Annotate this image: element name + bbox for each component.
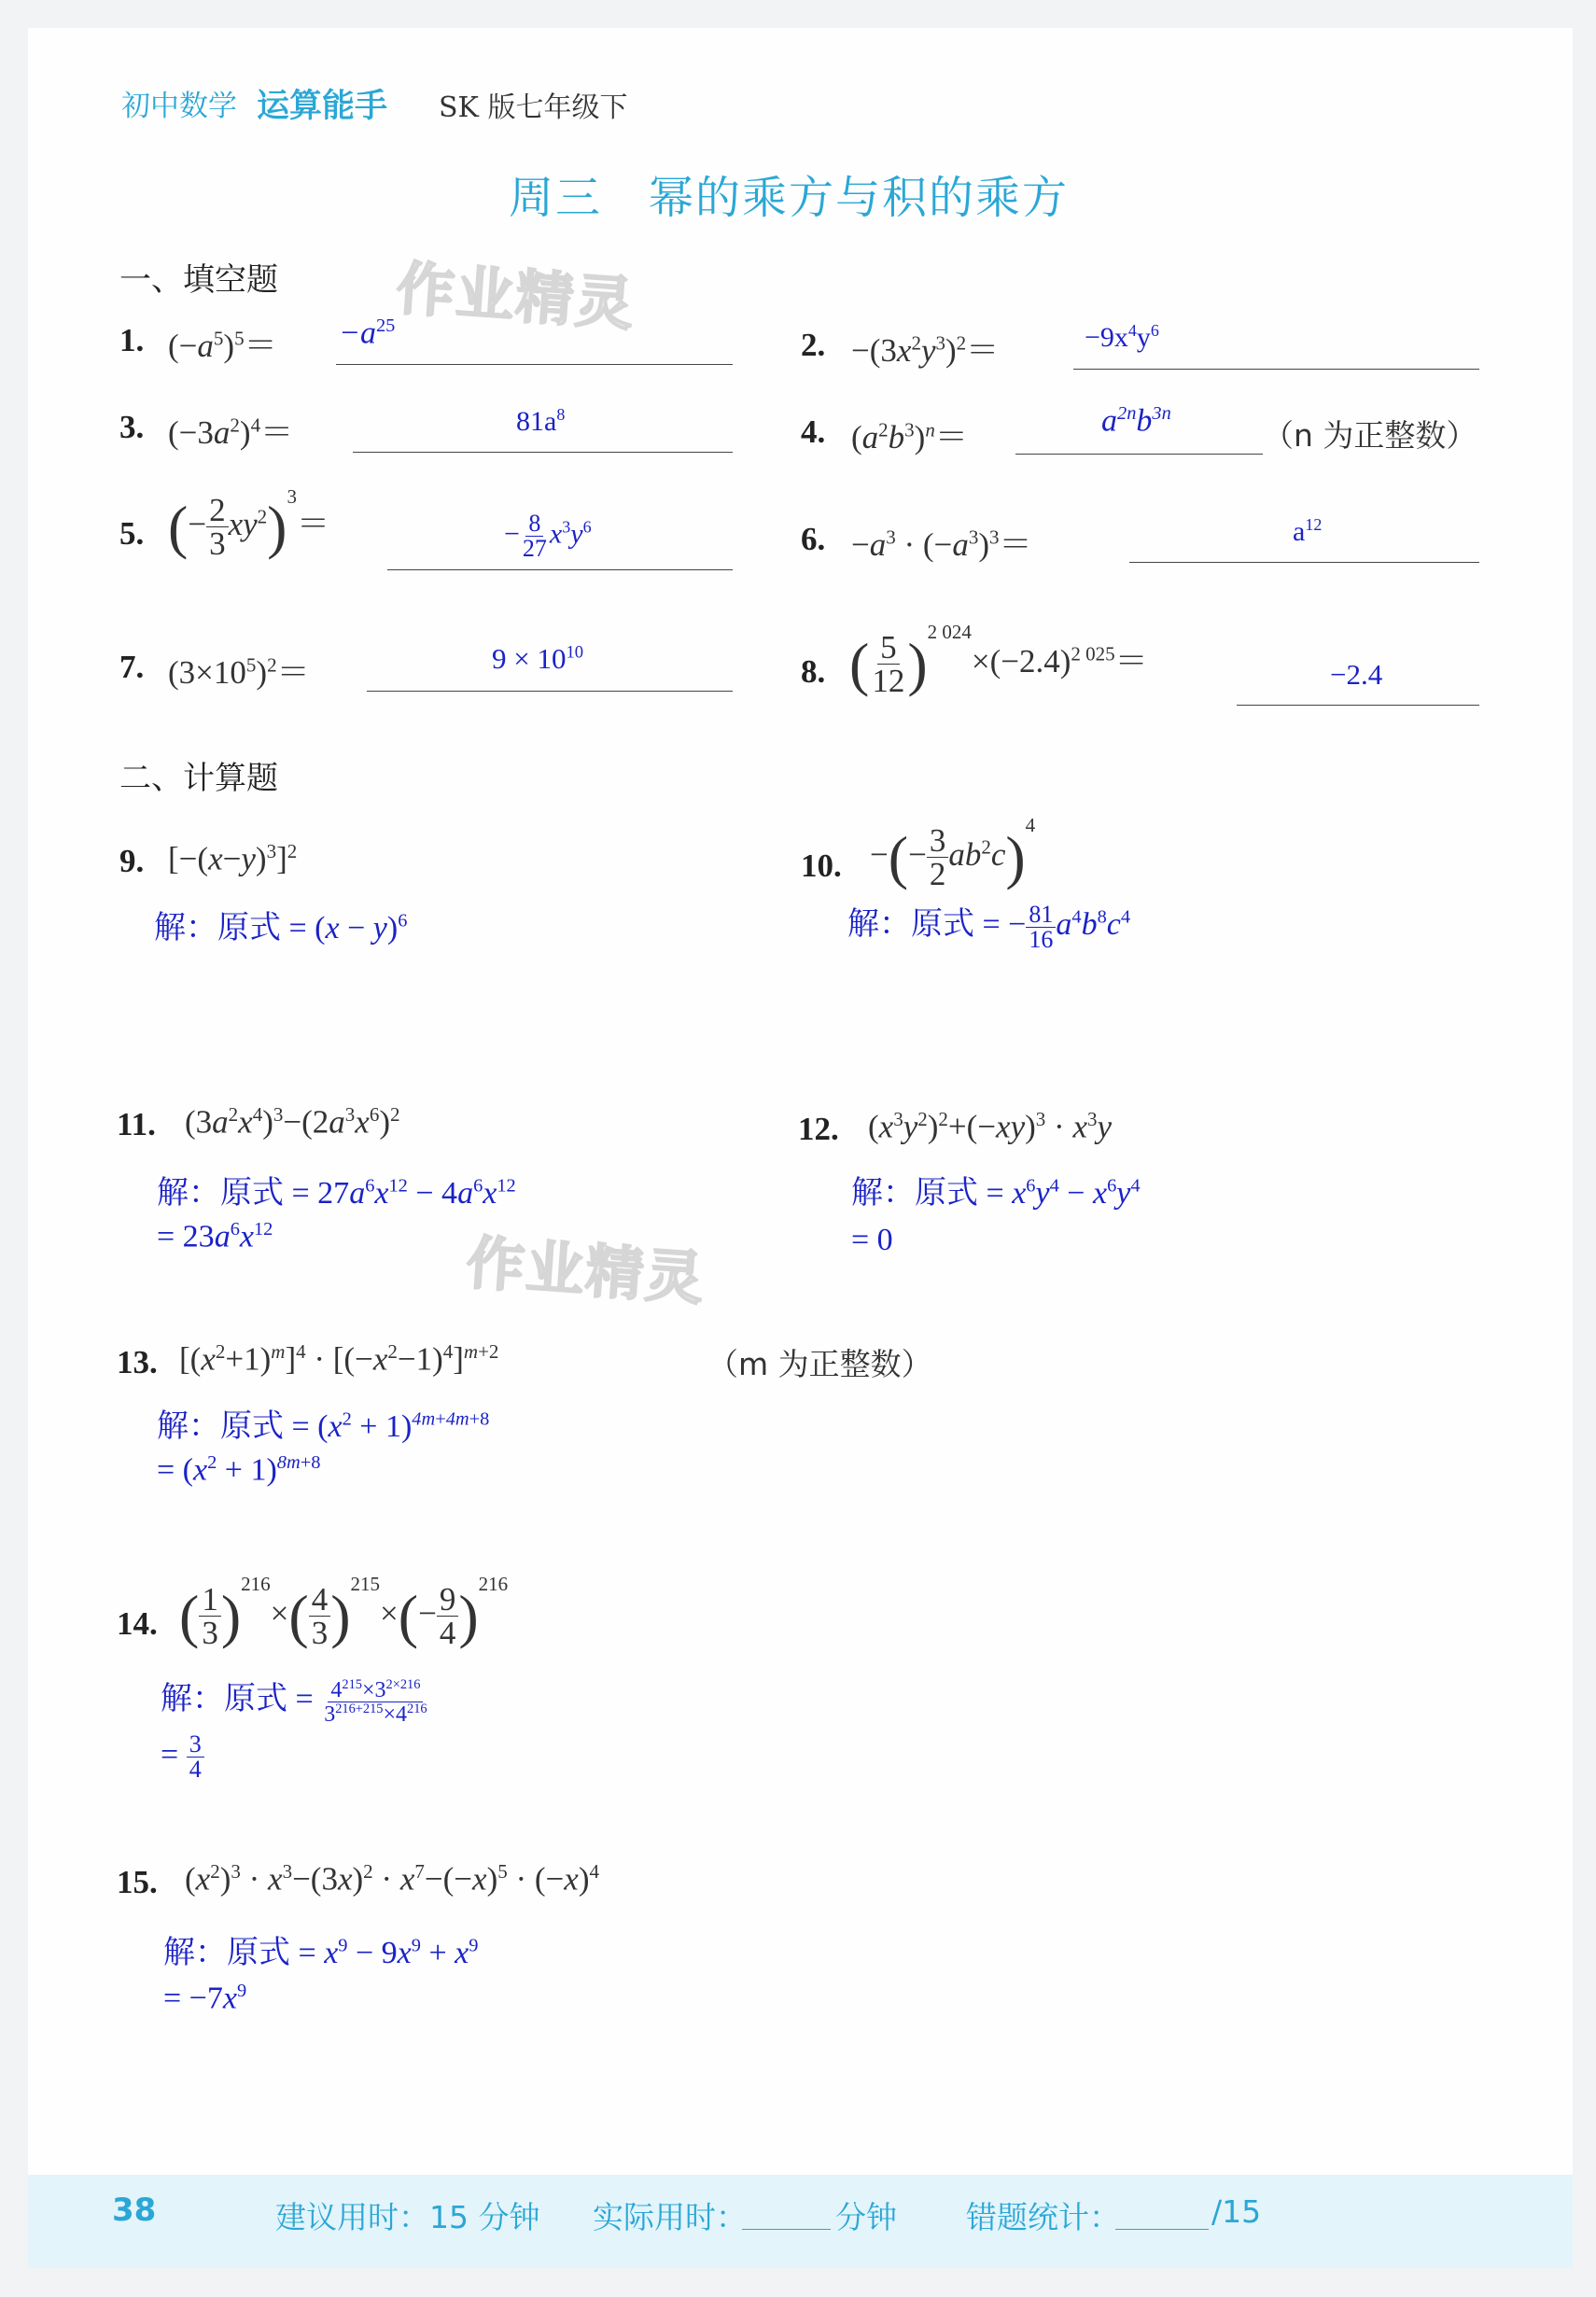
question-13-solution-line-1: 解：原式 = $(x^2 + 1)^{4m+4m+8}$ — [157, 1408, 490, 1445]
question-2-expression: $-(3x^2y^3)^2=$ — [851, 331, 1000, 369]
section-heading-calculation: 二、计算题 — [119, 760, 278, 797]
brand-label: 运算能手 — [257, 88, 388, 125]
question-number: 8. — [801, 653, 826, 690]
errors-blank[interactable] — [1115, 2229, 1209, 2230]
question-number: 5. — [119, 515, 145, 552]
question-7-expression: $(3\times 10^5)^2=$ — [168, 653, 310, 691]
answer-line — [367, 691, 733, 692]
question-11-solution-line-2: = $23a^6x^{12}$ — [157, 1219, 273, 1254]
answer-line — [336, 364, 733, 365]
question-9-solution: 解：原式 = $(x - y)^6$ — [154, 909, 408, 946]
question-10-expression: −(− $\frac{3}{2}$ $ab^2c)^4$ — [870, 814, 1036, 893]
page-number: 38 — [112, 2192, 157, 2229]
answer-line — [1015, 454, 1263, 455]
question-number: 14. — [117, 1605, 158, 1642]
question-3-answer: $81a^8$ — [516, 405, 566, 437]
minutes-label: 分钟 — [835, 2199, 897, 2235]
answer-line — [353, 452, 733, 453]
question-15-solution-line-1: 解：原式 = $x^9 - 9x^9 + x^9$ — [163, 1934, 479, 1971]
page-title: 周三 幂的乘方与积的乘方 — [509, 172, 1070, 224]
question-2-answer: $-9x^4y^6$ — [1085, 321, 1159, 353]
question-number: 13. — [117, 1344, 158, 1380]
question-3-expression: $(-3a^2)^4=$ — [168, 413, 294, 451]
question-number: 1. — [119, 322, 145, 358]
answer-line — [1237, 705, 1479, 706]
series-label: 初中数学 — [121, 90, 237, 123]
answer-line — [1073, 369, 1479, 370]
question-13-expression: $[(x^2+1)^m]^4 \cdot [(-x^2-1)^4]^{m+2}$ — [179, 1340, 499, 1378]
question-12-expression: $(x^3y^2)^2+(-xy)^3 \cdot x^3y$ — [868, 1108, 1113, 1145]
question-11-solution-line-1: 解：原式 = $27a^6x^{12} - 4a^6x^{12}$ — [157, 1174, 516, 1212]
question-9-expression: $[-(x-y)^3]^2$ — [168, 840, 298, 877]
section-heading-fill-blank: 一、填空题 — [119, 261, 278, 299]
question-12-solution-line-1: 解：原式 = $x^6y^4 - x^6y^4$ — [851, 1174, 1141, 1212]
question-number: 4. — [801, 413, 826, 450]
edition-label: SK 版七年级下 — [439, 91, 628, 124]
errors-label: 错题统计： — [966, 2199, 1120, 2235]
question-13-solution-line-2: = $(x^2 + 1)^{8m+8}$ — [157, 1452, 321, 1488]
question-10-solution: 解：原式 = − $\frac{81}{16}$ $a^4b^8c^4$ — [847, 900, 1131, 953]
question-12-solution-line-2: = 0 — [851, 1223, 893, 1257]
watermark: 作业精灵 — [464, 1228, 707, 1313]
question-number: 2. — [801, 327, 826, 363]
question-number: 10. — [801, 847, 842, 884]
question-14-solution-line-2: = $\frac{3}{4}$ — [161, 1732, 204, 1782]
question-1-expression: $(-a^5)^5=$ — [168, 327, 277, 364]
question-number: 12. — [798, 1111, 839, 1147]
question-1-answer: $-a^{25}$ — [339, 315, 396, 351]
question-6-expression: $-a^3 \cdot (-a^3)^3=$ — [851, 525, 1032, 563]
question-8-expression: ( $\frac{5}{12}$ )$^{2 024}\times(-2.4)^{2 025}=$ — [849, 621, 1148, 700]
question-4-expression: $(a^2b^3)^n=$ — [851, 418, 968, 455]
question-14-solution-line-1: 解：原式 = $\frac{4^{215}\times 3^{2\times 216}}{3^{216+215}\times 4^{216}}$ — [161, 1676, 427, 1727]
suggested-time: 建议用时：15 分钟 — [275, 2199, 540, 2235]
question-15-expression: $(x^2)^3 \cdot x^3-(3x)^2 \cdot x^7-(-x)^5 \cdot (-x)^4$ — [185, 1860, 599, 1898]
question-7-answer: $9 \times 10^{10}$ — [492, 642, 584, 675]
question-4-answer: $a^{2n}b^{3n}$ — [1101, 403, 1171, 439]
question-6-answer: $a^{12}$ — [1293, 515, 1323, 547]
question-8-answer: −2.4 — [1330, 658, 1383, 691]
question-4-note: （n 为正整数） — [1263, 417, 1477, 454]
question-number: 3. — [119, 409, 145, 445]
question-15-solution-line-2: = $-7x^9$ — [163, 1981, 247, 2016]
question-number: 11. — [117, 1106, 156, 1142]
actual-time-blank[interactable] — [742, 2229, 831, 2230]
answer-line — [387, 569, 733, 570]
question-5-expression: (− $\frac{2}{3}$ $xy^2)^3=$ — [168, 485, 329, 563]
question-number: 7. — [119, 649, 145, 685]
answer-line — [1129, 562, 1479, 563]
actual-time-label: 实际用时： — [593, 2199, 747, 2235]
footer-band — [28, 2175, 1573, 2268]
question-14-expression: ( $\frac{1}{3}$ )$^{216}$×( $\frac{4}{3}$ )$^{215}$×(− $\frac{9}{4}$ )$^{216}$ — [179, 1573, 509, 1652]
question-13-note: （m 为正整数） — [707, 1346, 932, 1382]
question-5-answer: − $\frac{8}{27}$ $x^3y^6$ — [504, 510, 592, 562]
watermark: 作业精灵 — [394, 254, 637, 339]
question-number: 9. — [119, 843, 145, 879]
question-number: 15. — [117, 1864, 158, 1900]
errors-total: /15 — [1211, 2193, 1262, 2230]
question-number: 6. — [801, 521, 826, 557]
question-11-expression: $(3a^2x^4)^3-(2a^3x^6)^2$ — [185, 1103, 400, 1141]
